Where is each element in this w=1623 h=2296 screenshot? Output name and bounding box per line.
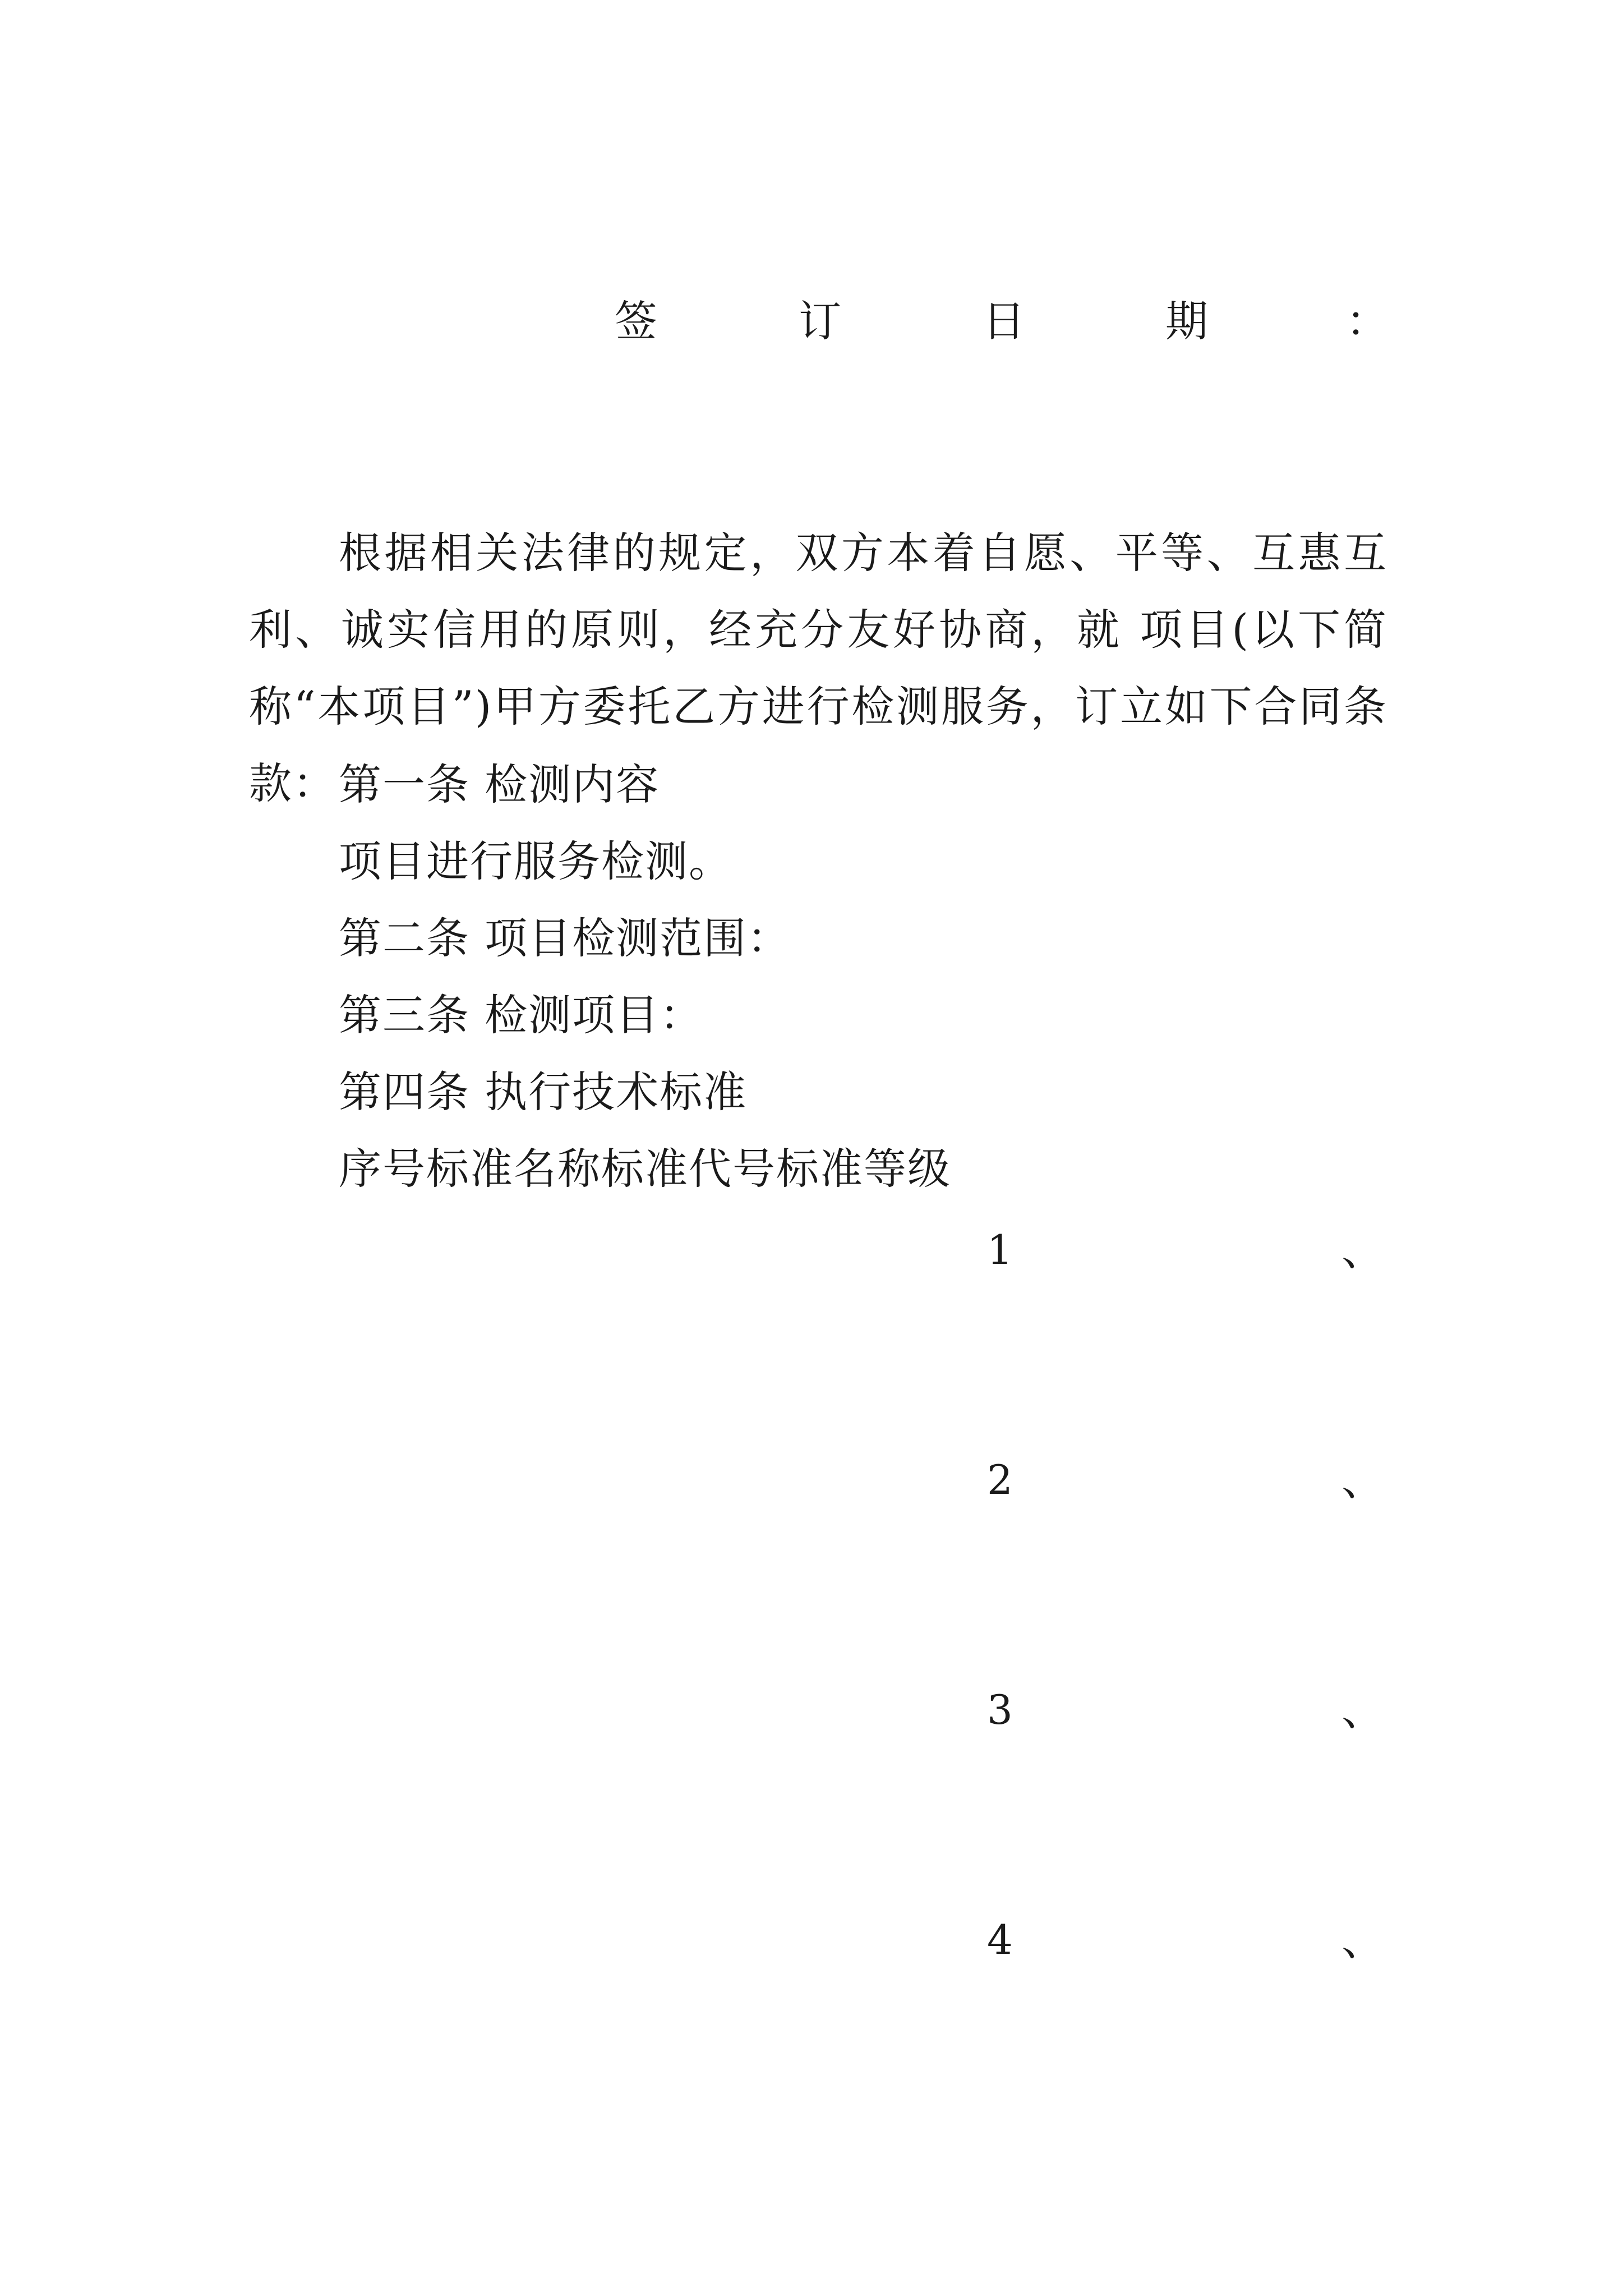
standards-table-header: 序号标准名称标准代号标准等级 <box>339 1144 951 1194</box>
item-mark: 、 <box>1341 1685 1384 1735</box>
article-3-title: 第三条 检测项目： <box>339 990 704 1040</box>
article-2-title: 第二条 项目检测范围： <box>339 913 791 963</box>
item-mark: 、 <box>1341 1455 1384 1505</box>
article-1-title: 第一条 检测内容 <box>339 760 660 809</box>
item-number: 4 <box>987 1916 1013 1963</box>
item-number: 3 <box>987 1686 1013 1733</box>
article-4-title: 第四条 执行技术标准 <box>339 1067 748 1117</box>
numbered-item <box>0 1672 1623 1749</box>
item-number: 1 <box>987 1226 1013 1273</box>
numbered-item <box>0 1212 1623 1289</box>
article-1-body: 项目进行服务检测。 <box>339 836 732 886</box>
item-mark: 、 <box>1341 1915 1384 1965</box>
signing-date-colon: ： <box>1346 296 1389 346</box>
signing-date-line <box>0 291 1623 352</box>
signing-date-char: 订 <box>799 296 841 346</box>
signing-date-char: 日 <box>983 296 1025 346</box>
signing-date-char: 期 <box>1165 296 1208 346</box>
item-mark: 、 <box>1341 1225 1384 1275</box>
item-number: 2 <box>987 1456 1013 1503</box>
signing-date-char: 签 <box>615 296 657 346</box>
numbered-item <box>0 1442 1623 1519</box>
numbered-item <box>0 1902 1623 1978</box>
intro-paragraph: 根据相关法律的规定，双方本着自愿、平等、互惠互利、诚实信用的原则，经充分友好协商，就 项目(以下简称“本项目”)甲方委托乙方进行检测服务，订立如下合同条款： <box>249 528 1387 808</box>
